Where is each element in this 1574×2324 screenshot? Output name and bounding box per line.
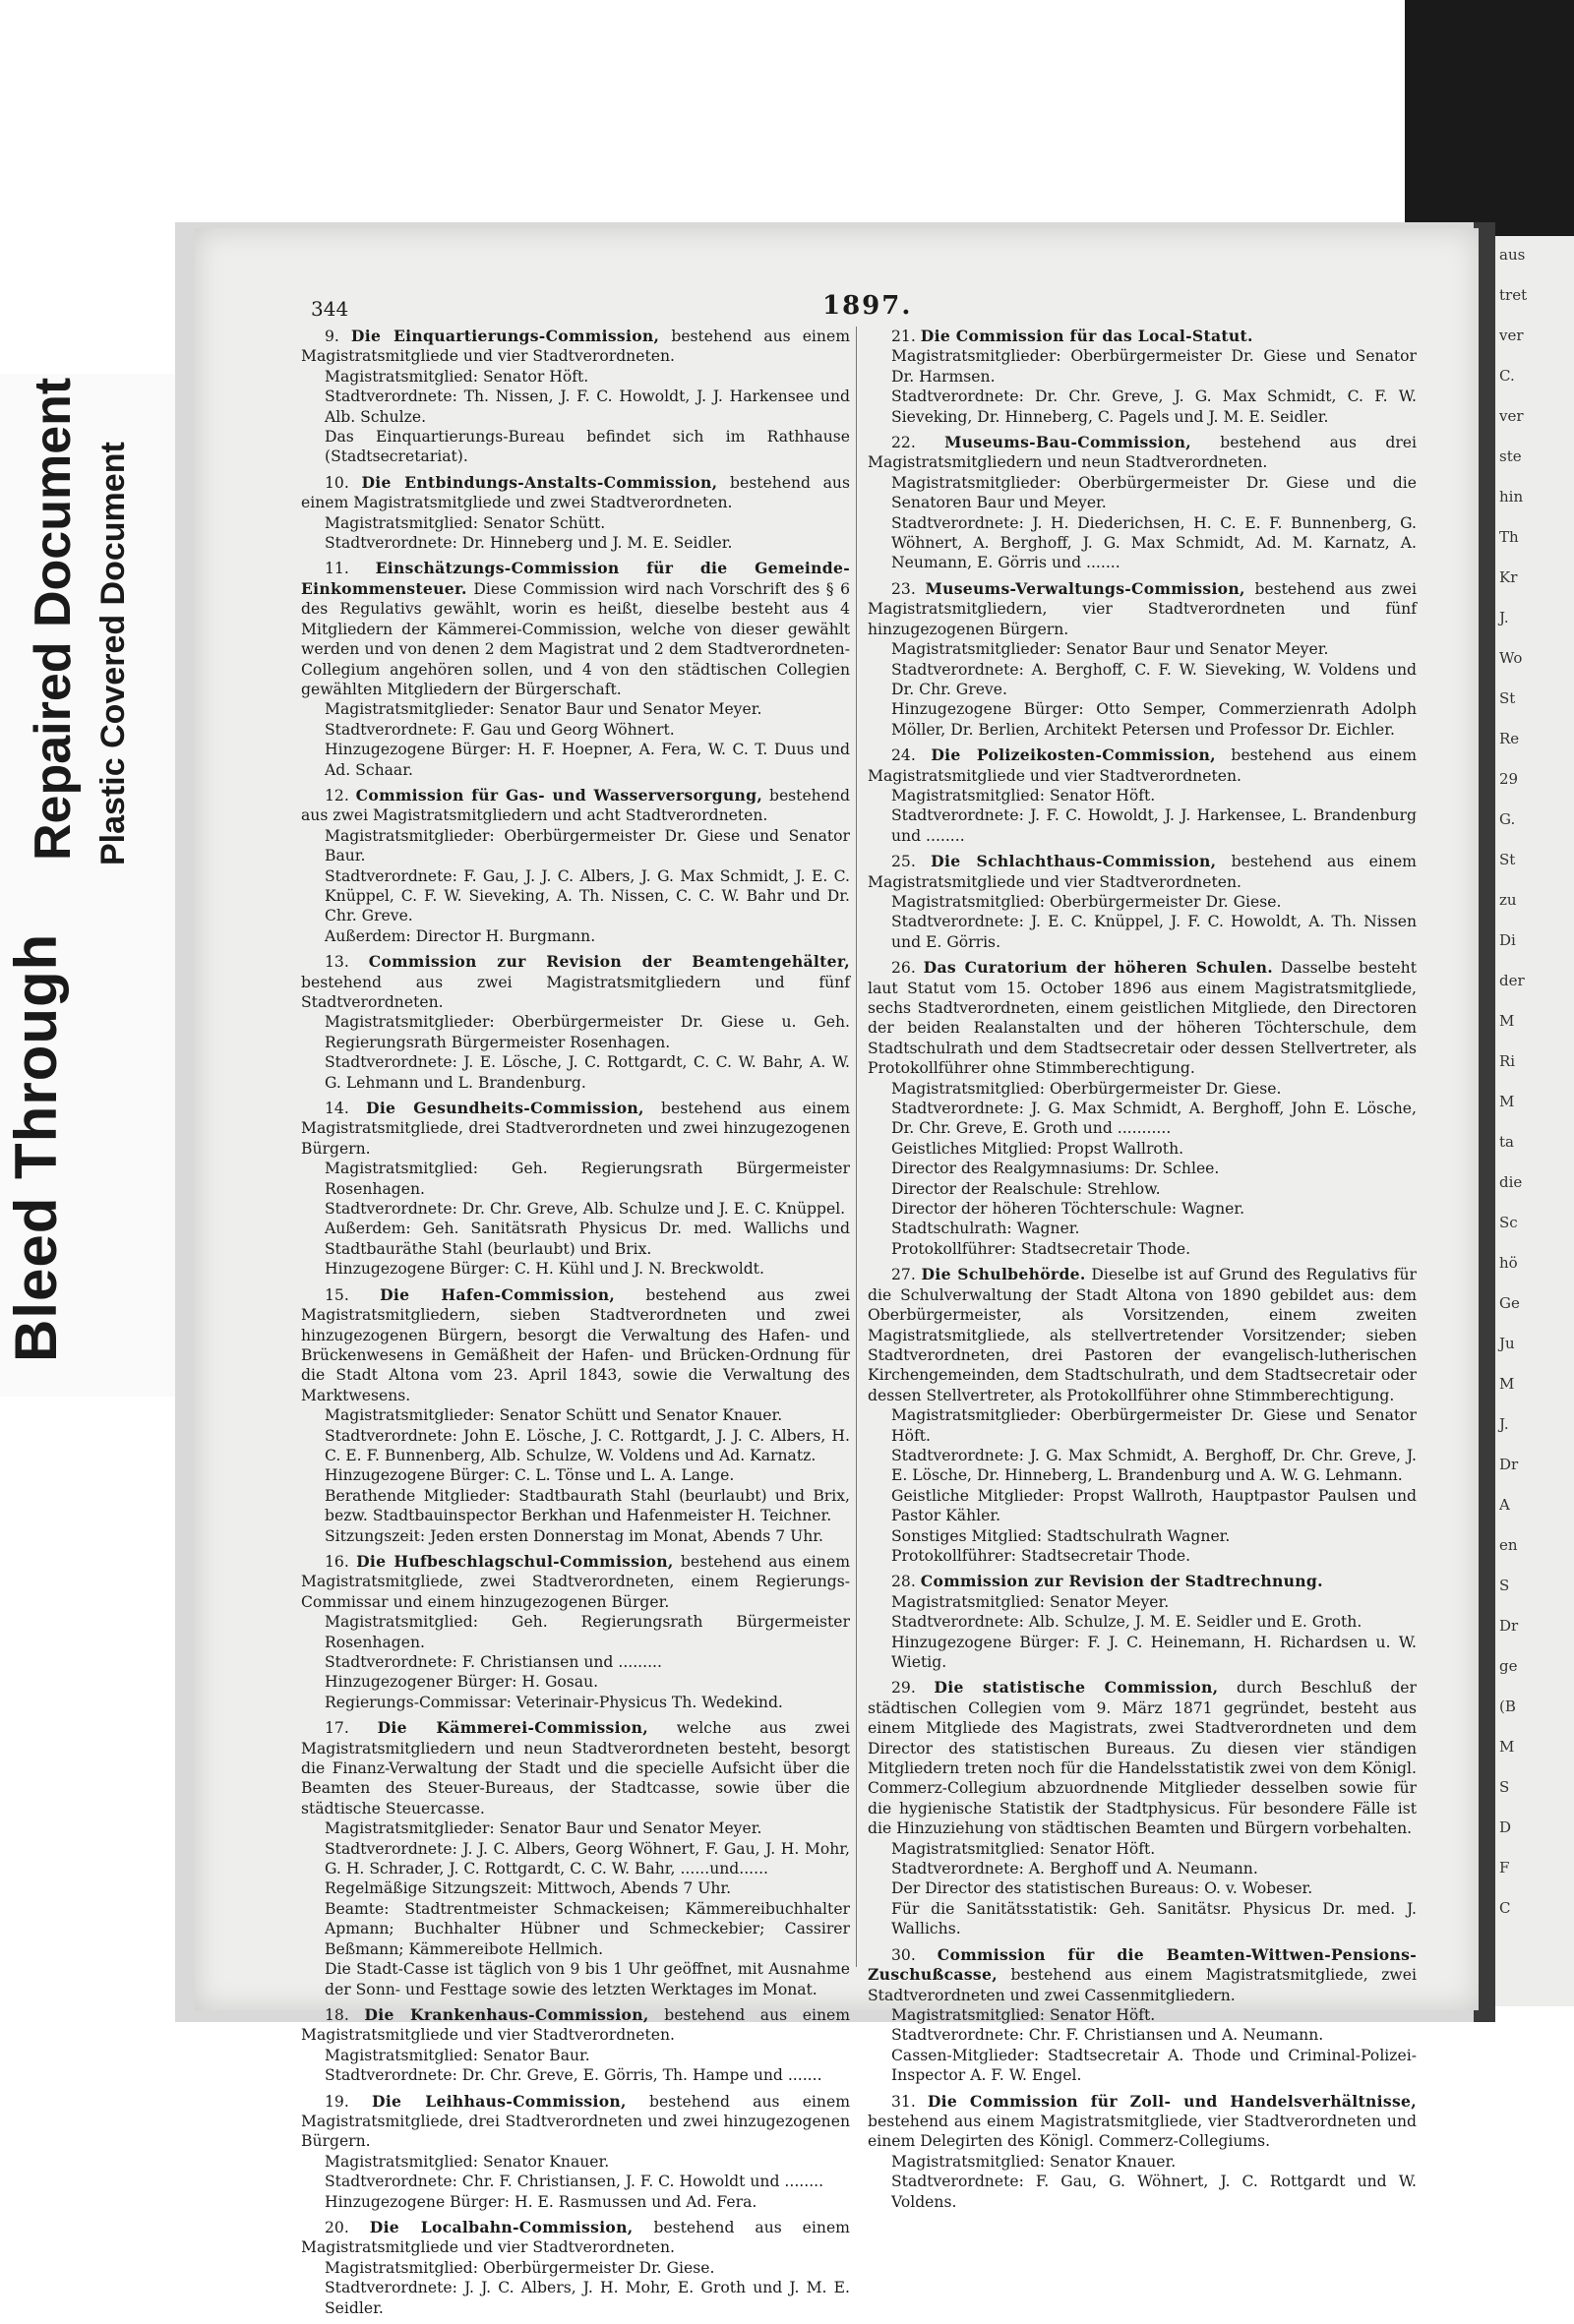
adjacent-page-fragment: ste (1499, 447, 1522, 465)
entry-description: bestehend aus einem Magistratsmitgliede, zwei Stadtverordneten, einem Regierungs-Commissar und einem hinzugezogenen Bürger. (301, 1552, 850, 1611)
entry-description: bestehend aus einem Magistratsmitgliede, drei Stadtverordneten und zwei hinzugezogenen Bürgern. (301, 2092, 850, 2151)
entry-member-line: Regierungs-Commissar: Veterinair-Physicus Th. Wedekind. (325, 1693, 783, 1711)
entry-member-line: Stadtverordnete: John E. Lösche, J. C. Rottgardt, J. J. C. Albers, H. C. E. F. Bunnenberg, Alb. Schulze, W. Voldens und Ad. Karnatz. (325, 1426, 850, 1464)
adjacent-page-fragment: Ri (1499, 1052, 1516, 1070)
entry-title: Die Hufbeschlagschul-Commission, (356, 1551, 674, 1571)
entry-member-line: Hinzugezogene Bürger: F. J. C. Heinemann, H. Richardsen u. W. Wietig. (891, 1633, 1417, 1671)
commission-entry (301, 2005, 850, 2086)
entry-member-line: Stadtverordnete: J. F. C. Howoldt, J. J. Harkensee, L. Brandenburg und ........ (891, 806, 1417, 845)
adjacent-page-fragment: ver (1499, 407, 1524, 425)
entry-member-line: Magistratsmitglieder: Senator Baur und Senator Meyer. (891, 640, 1329, 659)
entry-number: 19. (325, 2092, 349, 2111)
entry-member-line: Director der höheren Töchterschule: Wagner. (891, 1200, 1245, 1219)
adjacent-page-fragment: A (1499, 1496, 1510, 1514)
commission-entry (868, 1265, 1417, 1566)
entry-member-line: Stadtverordnete: J. H. Diederichsen, H. C. E. F. Bunnenberg, G. Wöhnert, A. Berghoff, J. G. Max Schmidt, Ad. M. Karnatz, A. Neumann, E. Görris und ....... (891, 513, 1417, 572)
entry-description: bestehend aus einem Magistratsmitgliede, vier Stadtverordneten und einem Delegirten des Königl. Commerz-Collegiums. (868, 2112, 1417, 2151)
entry-member-line: Magistratsmitglieder: Senator Baur und Senator Meyer. (325, 700, 762, 719)
page-year: 1897. (822, 291, 913, 321)
entry-description: bestehend aus zwei Magistratsmitgliedern und acht Stadtverordneten. (301, 786, 850, 825)
entry-title: Die Commission für das Local-Statut. (920, 327, 1253, 345)
entry-member-line: Außerdem: Director H. Burgmann. (325, 926, 596, 945)
commission-entry (868, 1678, 1417, 1938)
adjacent-page-fragment: ge (1499, 1657, 1518, 1675)
entry-member-line: Geistliches Mitglied: Propst Wallroth. (891, 1139, 1184, 1158)
entry-member-line: Stadtverordnete: F. Christiansen und ......... (325, 1653, 662, 1671)
entry-member-line: Stadtverordnete: Dr. Chr. Greve, Alb. Schulze und J. E. C. Knüppel. (325, 1200, 846, 1219)
entry-member-line: Magistratsmitglied: Senator Schütt. (325, 513, 606, 532)
commission-entry (868, 1945, 1417, 2086)
entry-member-line: Berathende Mitglieder: Stadtbaurath Stahl (beurlaubt) und Brix, bezw. Stadtbauinspector Berkhan und Hafenmeister H. Teichner. (325, 1486, 850, 1525)
entry-member-line: Stadtverordnete: F. Gau, G. Wöhnert, J. C. Rottgardt und W. Voldens. (891, 2173, 1417, 2211)
entry-number: 30. (891, 1945, 916, 1964)
entry-title: Commission für Gas- und Wasserversorgung, (355, 785, 763, 804)
entry-member-line: Geistliche Mitglieder: Propst Wallroth, Hauptpastor Paulsen und Pastor Kähler. (891, 1486, 1417, 1525)
entry-title: Die Schulbehörde. (921, 1265, 1086, 1284)
adjacent-page-fragment: hö (1499, 1254, 1518, 1272)
entry-description: Dasselbe besteht laut Statut vom 15. October 1896 aus einem Magistratsmitgliede, sechs Stadtverordneten, einem geistlichen Mitgliede, den Directoren der beiden Realanstalten und der höheren Töchterschule, dem Stadtschulrath und dem Stadtsecretair oder dessen Stellvertreter, als Protokollführer ohne Stimmberechtigung. (868, 959, 1417, 1078)
entry-member-line: Hinzugezogene Bürger: H. F. Hoepner, A. Fera, W. C. T. Duus und Ad. Schaar. (325, 741, 850, 779)
entry-number: 25. (891, 853, 916, 871)
entry-member-line: Stadtverordnete: J. J. C. Albers, J. H. Mohr, E. Groth und J. M. E. Seidler. (325, 2279, 850, 2317)
adjacent-page-fragment: die (1499, 1173, 1523, 1191)
entry-title: Einschätzungs-Commission für die Gemeinde-Einkommensteuer. (301, 559, 850, 598)
entry-member-line: Magistratsmitglied: Senator Knauer. (891, 2152, 1177, 2171)
adjacent-page-fragment: J. (1499, 609, 1509, 626)
entry-number: 28. (891, 1573, 916, 1591)
entry-description: bestehend aus drei Magistratsmitgliedern und neun Stadtverordneten. (868, 434, 1417, 472)
entry-member-line: Die Stadt-Casse ist täglich von 9 bis 1 Uhr geöffnet, mit Ausnahme der Sonn- und Festtage sowie des letzten Werktages im Monat. (325, 1960, 850, 1998)
entry-member-line: Stadtverordnete: F. Gau und Georg Wöhnert. (325, 720, 675, 739)
adjacent-page-fragment: Kr (1499, 568, 1518, 586)
commission-entry (301, 1099, 850, 1280)
commission-entry (301, 1552, 850, 1712)
commission-entry (301, 786, 850, 946)
commission-entry (301, 1718, 850, 1999)
commission-entry (301, 1285, 850, 1546)
entry-member-line: Beamte: Stadtrentmeister Schmackeisen; Kämmereibuchhalter Apmann; Buchhalter Hübner und Schmeckebier; Cassirer Beßmann; Kämmereibote Hellmich. (325, 1899, 850, 1958)
entry-member-line: Magistratsmitglieder: Senator Baur und Senator Meyer. (325, 1819, 762, 1838)
label-repaired-document: Repaired Document (25, 377, 82, 861)
adjacent-page-fragment: Dr (1499, 1617, 1519, 1635)
entry-member-line: Regelmäßige Sitzungszeit: Mittwoch, Abends 7 Uhr. (325, 1879, 732, 1898)
entry-member-line: Magistratsmitglieder: Oberbürgermeister Dr. Giese und die Senatoren Baur und Meyer. (891, 473, 1417, 512)
entry-number: 31. (891, 2092, 916, 2111)
entry-member-line: Magistratsmitglied: Senator Höft. (891, 1839, 1156, 1858)
entry-member-line: Magistratsmitglied: Geh. Regierungsrath Bürgermeister Rosenhagen. (325, 1160, 850, 1198)
entry-description: bestehend aus einem Magistratsmitgliede und vier Stadtverordneten. (868, 746, 1417, 785)
entry-member-line: Magistratsmitglied: Senator Höft. (325, 367, 589, 386)
entry-description: Diese Commission wird nach Vorschrift des § 6 des Regulativs gewählt, worin es heißt, dieselbe besteht aus 4 Mitgliedern der Kämmerei-Commission, welche von dieser gewählt werden und von denen 2 dem Magistrat und 2 dem Stadtverordneten-Collegium angehören sollen, und 4 von den städtischen Collegien gewählten Mitgliedern der Bürgerschaft. (301, 579, 850, 698)
entry-member-line: Magistratsmitglieder: Oberbürgermeister Dr. Giese und Senator Höft. (891, 1406, 1417, 1445)
entry-member-line: Stadtverordnete: Alb. Schulze, J. M. E. Seidler und E. Groth. (891, 1613, 1362, 1632)
entry-member-line: Stadtverordnete: J. J. C. Albers, Georg Wöhnert, F. Gau, J. H. Mohr, G. H. Schrader, J. C. Rottgardt, C. C. W. Bahr, ......und...... (325, 1839, 850, 1878)
entry-description: bestehend aus einem Magistratsmitgliede und zwei Stadtverordneten. (301, 473, 850, 512)
adjacent-page-fragment: M (1499, 1375, 1515, 1393)
adjacent-page-fragment: F (1499, 1859, 1510, 1877)
entry-number: 24. (891, 746, 916, 765)
entry-description: durch Beschluß der städtischen Collegien vom 9. März 1871 gegründet, besteht aus einem Mitgliede des Magistrats, zwei Stadtverordneten und dem Director des statistischen Bureaus. Zu diesen vier ständigen Mitgliedern treten noch für die Handelsstatistik zwei von dem Königl. Commerz-Collegium abzuordnende Mitglieder desselben sowie für die hygienische Statistik der Stadtphysicus. Für besondere Fälle ist die Hinzuziehung von städtischen Beamten und Bürgern vorbehalten. (868, 1679, 1417, 1838)
entry-member-line: Stadtverordnete: J. E. C. Knüppel, J. F. C. Howoldt, A. Th. Nissen und E. Görris. (891, 913, 1417, 951)
entry-title: Museums-Bau-Commission, (944, 433, 1191, 452)
adjacent-page-fragment: S (1499, 1778, 1510, 1796)
entry-member-line: Hinzugezogene Bürger: Otto Semper, Commerzienrath Adolph Möller, Dr. Berlien, Architekt Petersen und Professor Dr. Eichler. (891, 700, 1417, 739)
adjacent-page-fragment: en (1499, 1536, 1518, 1554)
entry-member-line: Hinzugezogene Bürger: C. L. Tönse und L. A. Lange. (325, 1466, 735, 1485)
entry-member-line: Magistratsmitglied: Senator Meyer. (891, 1592, 1170, 1611)
entry-title: Museums-Verwaltungs-Commission, (925, 578, 1245, 598)
adjacent-page-fragment: M (1499, 1738, 1515, 1756)
adjacent-page-fragment: M (1499, 1093, 1515, 1110)
entry-number: 13. (325, 953, 349, 972)
entry-member-line: Stadtverordnete: Th. Nissen, J. F. C. Howoldt, J. J. Harkensee und Alb. Schulze. (325, 387, 850, 426)
entry-number: 9. (325, 328, 339, 345)
adjacent-page-fragment: Dr (1499, 1456, 1519, 1473)
right-column (868, 327, 1417, 2218)
entry-number: 18. (325, 2005, 349, 2024)
entry-number: 23. (891, 579, 916, 598)
entry-description: bestehend aus einem Magistratsmitgliede, zwei Stadtverordneten und zwei Cassenmitgliedern. (868, 1966, 1417, 2004)
entry-title: Die Einquartierungs-Commission, (350, 327, 660, 345)
entry-member-line: Magistratsmitglieder: Oberbürgermeister Dr. Giese und Senator Dr. Harmsen. (891, 347, 1417, 386)
entry-title: Die Leihhaus-Commission, (372, 2091, 627, 2111)
entry-number: 22. (891, 434, 916, 452)
adjacent-page-fragment: D (1499, 1818, 1512, 1836)
commission-entry (301, 952, 850, 1093)
entry-member-line: Stadtverordnete: A. Berghoff und A. Neumann. (891, 1860, 1258, 1878)
commission-entry (868, 1572, 1417, 1672)
adjacent-page-fragment: Th (1499, 528, 1519, 546)
adjacent-page-fragment: Di (1499, 931, 1516, 949)
entry-member-line: Director der Realschule: Strehlow. (891, 1179, 1161, 1198)
entry-number: 16. (325, 1552, 349, 1571)
entry-member-line: Magistratsmitglieder: Oberbürgermeister Dr. Giese und Senator Baur. (325, 826, 850, 865)
entry-description: bestehend aus zwei Magistratsmitgliedern, vier Stadtverordneten und fünf hinzugezogenen Bürgern. (868, 579, 1417, 638)
label-plastic-covered: Plastic Covered Document (94, 442, 132, 865)
entry-number: 10. (325, 473, 349, 492)
entry-title: Commission zur Revision der Stadtrechnung. (920, 1572, 1323, 1591)
entry-number: 20. (325, 2218, 349, 2236)
entry-member-line: Stadtverordnete: Dr. Chr. Greve, J. G. Max Schmidt, C. F. W. Sieveking, Dr. Hinneberg, C. Pagels und J. M. E. Seidler. (891, 387, 1417, 426)
adjacent-page-fragment: aus (1499, 246, 1526, 264)
entry-title: Die Schlachthaus-Commission, (931, 852, 1217, 871)
commission-entry (868, 958, 1417, 1259)
adjacent-page-fragment: Ge (1499, 1294, 1520, 1312)
entry-description: bestehend aus zwei Magistratsmitgliedern und fünf Stadtverordneten. (301, 973, 850, 1011)
adjacent-page-fragment: Re (1499, 730, 1520, 747)
entry-description: welche aus zwei Magistratsmitgliedern und neun Stadtverordneten besteht, besorgt die Finanz-Verwaltung der Stadt und die specielle Aufsicht über die Beamten des Steuer-Bureaus, der Stadtcasse, sowie über die städtische Steuercasse. (301, 1719, 850, 1817)
entry-description: bestehend aus einem Magistratsmitgliede, drei Stadtverordneten und zwei hinzugezogenen Bürgern. (301, 1100, 850, 1158)
entry-member-line: Magistratsmitglied: Oberbürgermeister Dr. Giese. (891, 892, 1282, 911)
entry-title: Commission für die Beamten-Wittwen-Pensions-Zuschußcasse, (868, 1944, 1417, 1985)
commission-entry (868, 745, 1417, 846)
adjacent-page-fragment: ta (1499, 1133, 1514, 1151)
commission-entry (868, 579, 1417, 740)
entry-member-line: Sonstiges Mitglied: Stadtschulrath Wagner. (891, 1526, 1231, 1545)
entry-number: 29. (891, 1679, 916, 1698)
entry-member-line: Für die Sanitätsstatistik: Geh. Sanitätsr. Physicus Dr. med. J. Wallichs. (891, 1899, 1417, 1938)
entry-number: 26. (891, 959, 916, 978)
commission-entry (301, 2218, 850, 2318)
entry-member-line: Director des Realgymnasiums: Dr. Schlee. (891, 1160, 1220, 1178)
adjacent-page (1495, 236, 1574, 2006)
entry-member-line: Magistratsmitglied: Geh. Regierungsrath Bürgermeister Rosenhagen. (325, 1613, 850, 1651)
entry-member-line: Protokollführer: Stadtsecretair Thode. (891, 1546, 1191, 1565)
entry-description: Dieselbe ist auf Grund des Regulativs für die Schulverwaltung der Stadt Altona von 1890 gebildet aus: dem Oberbürgermeister, als Vorsitzenden, einem zweiten Magistratsmitgliede, als stellvertretender Vorsitzender; sieben Stadtverordneten, drei Pastoren der evangelisch-lutherischen Kirchengemeinden, dem Stadtschulrath, und dem Stadtsecretair oder dessen Stellvertreter, als Protokollführer ohne Stimmberechtigung. (868, 1266, 1417, 1404)
adjacent-page-fragment: ver (1499, 327, 1524, 344)
adjacent-page-fragment: M (1499, 1012, 1515, 1030)
commission-entry (868, 852, 1417, 952)
entry-member-line: Magistratsmitglied: Senator Knauer. (325, 2152, 610, 2171)
page-header (311, 291, 1432, 328)
entry-title: Die Krankenhaus-Commission, (364, 2004, 649, 2024)
adjacent-page-fragment: 29 (1499, 770, 1519, 788)
entry-member-line: Stadtverordnete: J. G. Max Schmidt, A. Berghoff, Dr. Chr. Greve, J. E. Lösche, Dr. Hinneberg, L. Brandenburg und A. W. G. Lehmann. (891, 1446, 1417, 1485)
adjacent-page-fragment: St (1499, 851, 1516, 868)
entry-member-line: Das Einquartierungs-Bureau befindet sich im Rathhause (Stadtsecretariat). (325, 428, 850, 466)
adjacent-page-fragment: der (1499, 972, 1525, 989)
entry-title: Das Curatorium der höheren Schulen. (923, 958, 1274, 978)
entry-member-line: Stadtverordnete: A. Berghoff, C. F. W. Sieveking, W. Voldens und Dr. Chr. Greve. (891, 660, 1417, 698)
adjacent-page-fragment: Sc (1499, 1214, 1518, 1231)
entry-number: 21. (891, 328, 916, 345)
adjacent-page-fragment: (B (1499, 1698, 1516, 1715)
adjacent-page-fragment: G. (1499, 810, 1516, 828)
entry-member-line: Cassen-Mitglieder: Stadtsecretair A. Thode und Criminal-Polizei-Inspector A. F. W. Engel. (891, 2046, 1417, 2085)
entry-member-line: Stadtverordnete: Dr. Hinneberg und J. M. E. Seidler. (325, 534, 733, 553)
entry-member-line: Außerdem: Geh. Sanitätsrath Physicus Dr. med. Wallichs und Stadtbauräthe Stahl (beurlaubt) und Brix. (325, 1220, 850, 1258)
entry-description: bestehend aus zwei Magistratsmitgliedern, sieben Stadtverordneten und zwei hinzugezogenen Bürgern, besorgt die Verwaltung des Hafen- und Brückenwesens in Gemäßheit der Hafen- und Brücken-Ordnung für die Stadt Altona vom 23. April 1843, sowie die Verwaltung des Marktwesens. (301, 1285, 850, 1404)
entry-member-line: Protokollführer: Stadtsecretair Thode. (891, 1239, 1191, 1258)
entry-number: 14. (325, 1100, 349, 1118)
entry-member-line: Hinzugezogener Bürger: H. Gosau. (325, 1673, 599, 1692)
adjacent-page-fragment: C. (1499, 367, 1515, 385)
commission-entry (868, 433, 1417, 573)
page-number: 344 (311, 297, 349, 321)
entry-member-line: Magistratsmitglieder: Senator Schütt und Senator Knauer. (325, 1406, 783, 1425)
commission-entry (301, 473, 850, 554)
entry-title: Die Hafen-Commission, (380, 1284, 616, 1304)
adjacent-page-fragment: C (1499, 1899, 1511, 1917)
entry-member-line: Sitzungszeit: Jeden ersten Donnerstag im Monat, Abends 7 Uhr. (325, 1526, 823, 1545)
adjacent-page-fragment: S (1499, 1577, 1510, 1594)
adjacent-page-fragment: hin (1499, 488, 1524, 506)
commission-entry (301, 327, 850, 467)
adjacent-page-fragment: J. (1499, 1415, 1509, 1433)
entry-title: Die Localbahn-Commission, (369, 2217, 634, 2236)
entry-number: 27. (891, 1266, 916, 1284)
entry-number: 11. (325, 560, 349, 578)
entry-member-line: Hinzugezogene Bürger: H. E. Rasmussen und Ad. Fera. (325, 2192, 757, 2211)
entry-member-line: Stadtverordnete: J. E. Lösche, J. C. Rottgardt, C. C. W. Bahr, A. W. G. Lehmann und L. Brandenburg. (325, 1053, 850, 1092)
entry-member-line: Magistratsmitglied: Oberbürgermeister Dr. Giese. (891, 1079, 1282, 1098)
adjacent-page-fragment: Wo (1499, 649, 1523, 667)
commission-entry (301, 2092, 850, 2212)
entry-member-line: Hinzugezogene Bürger: C. H. Kühl und J. N. Breckwoldt. (325, 1260, 764, 1279)
adjacent-page-fragment: St (1499, 689, 1516, 707)
entry-member-line: Stadtverordnete: Dr. Chr. Greve, E. Görris, Th. Hampe und ....... (325, 2066, 822, 2085)
entry-member-line: Stadtverordnete: Chr. F. Christiansen, J. F. C. Howoldt und ........ (325, 2173, 824, 2191)
commission-entry (868, 2092, 1417, 2212)
entry-description: bestehend aus einem Magistratsmitgliede und vier Stadtverordneten. (301, 2005, 850, 2045)
adjacent-page-fragment: tret (1499, 286, 1528, 304)
entry-title: Die statistische Commission, (934, 1678, 1219, 1698)
commission-entry (301, 559, 850, 779)
entry-member-line: Stadtverordnete: F. Gau, J. J. C. Albers, J. G. Max Schmidt, J. E. C. Knüppel, C. F. W. Sieveking, A. Th. Nissen, C. C. W. Bahr und Dr. Chr. Greve. (325, 866, 850, 925)
column-divider (856, 327, 857, 1967)
entry-member-line: Magistratsmitglied: Senator Höft. (891, 786, 1156, 804)
entry-description: bestehend aus einem Magistratsmitgliede und vier Stadtverordneten. (301, 328, 850, 366)
adjacent-page-fragment: Ju (1499, 1335, 1515, 1352)
left-column (301, 327, 850, 2324)
entry-title: Commission zur Revision der Beamtengehälter, (368, 952, 850, 972)
entry-member-line: Stadtverordnete: Chr. F. Christiansen und A. Neumann. (891, 2026, 1324, 2045)
entry-member-line: Magistratsmitglieder: Oberbürgermeister Dr. Giese u. Geh. Regierungsrath Bürgermeister Rosenhagen. (325, 1013, 850, 1051)
commission-entry (868, 327, 1417, 427)
adjacent-page-fragment: zu (1499, 891, 1517, 909)
entry-title: Die Commission für Zoll- und Handelsverhältnisse, (927, 2091, 1417, 2111)
label-bleed-through: Bleed Through (3, 932, 69, 1362)
entry-member-line: Magistratsmitglied: Senator Höft. (891, 2005, 1156, 2024)
entry-description: bestehend aus einem Magistratsmitgliede und vier Stadtverordneten. (301, 2218, 850, 2257)
entry-member-line: Stadtschulrath: Wagner. (891, 1220, 1080, 1238)
document-page (195, 228, 1479, 2317)
entry-description: bestehend aus einem Magistratsmitgliede und vier Stadtverordneten. (868, 853, 1417, 891)
entry-title: Die Gesundheits-Commission, (366, 1099, 644, 1118)
entry-number: 12. (325, 786, 349, 804)
entry-number: 15. (325, 1285, 349, 1304)
entry-member-line: Stadtverordnete: J. G. Max Schmidt, A. Berghoff, John E. Lösche, Dr. Chr. Greve, E. Groth und ........... (891, 1100, 1417, 1138)
entry-member-line: Magistratsmitglied: Oberbürgermeister Dr. Giese. (325, 2258, 715, 2277)
entry-title: Die Kämmerei-Commission, (377, 1718, 648, 1738)
entry-number: 17. (325, 1719, 349, 1738)
entry-title: Die Polizeikosten-Commission, (931, 745, 1216, 765)
entry-title: Die Entbindungs-Anstalts-Commission, (361, 472, 718, 492)
entry-member-line: Der Director des statistischen Bureaus: O. v. Wobeser. (891, 1879, 1313, 1898)
entry-member-line: Magistratsmitglied: Senator Baur. (325, 2046, 590, 2064)
